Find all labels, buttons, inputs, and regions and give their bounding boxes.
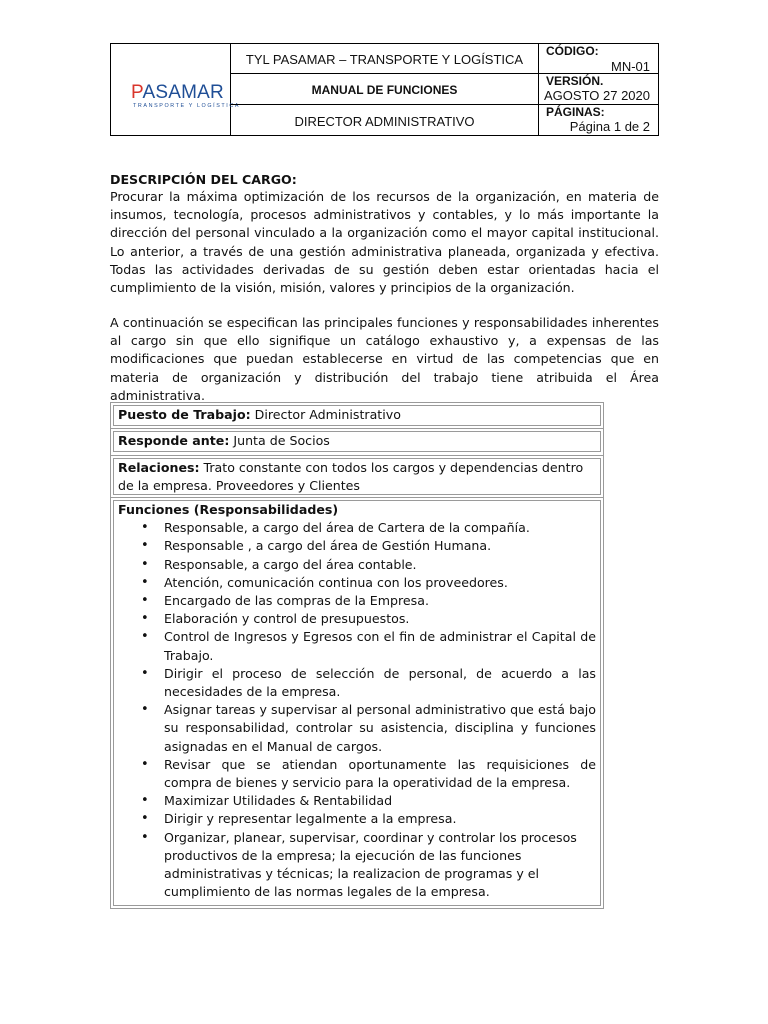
reports-to-label: Responde ante: [118,433,230,448]
list-item: • Organizar, planear, supervisar, coordinar y controlar los procesos productivos de la empresa; la ejecución de las funciones administrativas y técnicas; la realizacion de programas y el cumplimiento de las normas legales de la empresa. [118,829,596,902]
position-title: DIRECTOR ADMINISTRATIVO [294,114,475,129]
list-item: • Elaboración y control de presupuestos. [118,610,596,628]
functions-list [118,519,596,901]
functions-label: Funciones (Responsabilidades) [118,502,339,517]
functions-cell [113,500,601,906]
list-item: • Responsable , a cargo del área de Gestión Humana. [118,537,596,555]
description-paragraph-1: Procurar la máxima optimización de los recursos de la organización, en materia de insumos, tecnología, procesos administrativos y contables, y lo más importante la dirección del personal vinculado a la organización como el mayor capital institucional. Lo anterior, a través de una gestión administrativa planeada, organizada y efectiva. Todas las actividades derivadas de su gestión deben estar orientadas hacia el cumplimiento de la visión, misión, valores y principios de la organización. [110,189,659,296]
code-value: MN-01 [610,59,650,74]
code-row [539,44,658,74]
reports-to-box [110,428,604,456]
list-item: • Responsable, a cargo del área de Cartera de la compañía. [118,519,596,537]
list-item: • Dirigir y representar legalmente a la empresa. [118,810,596,828]
list-item: • Encargado de las compras de la Empresa. [118,592,596,610]
manual-row [231,74,538,105]
list-item: • Atención, comunicación continua con los proveedores. [118,574,596,592]
relations-label: Relaciones: [118,460,200,475]
logo-tagline: TRANSPORTE Y LOGÍSTICA [133,103,241,109]
reports-to-cell [113,431,601,452]
logo-brand-initial: P [131,82,143,103]
relations-box [110,455,604,498]
code-label: CÓDIGO: [546,44,599,58]
list-item: • Dirigir el proceso de selección de personal, de acuerdo a las necesidades de la empresa. [118,665,596,701]
job-title-value: Director Administrativo [250,407,401,422]
pages-label: PÁGINAS: [546,105,605,119]
manual-title: MANUAL DE FUNCIONES [311,83,458,97]
list-item: • Revisar que se atiendan oportunamente las requisiciones de compra de bienes y servicio para la operatividad de la empresa. [118,756,596,792]
header-title-column [231,44,539,135]
version-row [539,74,658,105]
header-meta-column [539,44,658,135]
list-item: • Maximizar Utilidades & Rentabilidad [118,792,596,810]
company-name: TYL PASAMAR – TRANSPORTE Y LOGÍSTICA [245,52,524,67]
job-title-box [110,402,604,429]
job-title-label: Puesto de Trabajo: [118,407,251,422]
logo-cell [111,44,241,135]
position-row [231,105,538,135]
company-row [231,44,538,74]
section-title: DESCRIPCIÓN DEL CARGO: [110,172,297,187]
version-value: AGOSTO 27 2020 [544,88,650,103]
company-logo [131,82,241,112]
relations-cell [113,458,601,495]
logo-brand-rest: ASAMAR [142,82,224,103]
pages-row [539,105,658,135]
job-title-cell [113,405,601,426]
list-item: • Responsable, a cargo del área contable. [118,556,596,574]
version-label: VERSIÓN. [546,74,604,88]
functions-box [110,497,604,909]
reports-to-value: Junta de Socios [229,433,330,448]
pages-value: Página 1 de 2 [569,119,650,134]
list-item: • Control de Ingresos y Egresos con el fin de administrar el Capital de Trabajo. [118,628,596,664]
list-item: • Asignar tareas y supervisar al personal administrativo que está bajo su responsabilidad, controlar su asistencia, disciplina y funciones asignadas en el Manual de cargos. [118,701,596,756]
description-paragraph-2: A continuación se especifican las principales funciones y responsabilidades inherentes al cargo sin que ello signifique un catálogo exhaustivo y, a expensas de las modificaciones que puedan establecerse en virtud de las competencias que en materia de organización y distribución del trabajo tiene atribuida el Área administrativa. [110,315,659,403]
logo-brand [131,82,224,104]
document-header-table [110,43,659,136]
relations-value: Trato constante con todos los cargos y dependencias dentro de la empresa. Proveedores y Clientes [118,460,584,494]
